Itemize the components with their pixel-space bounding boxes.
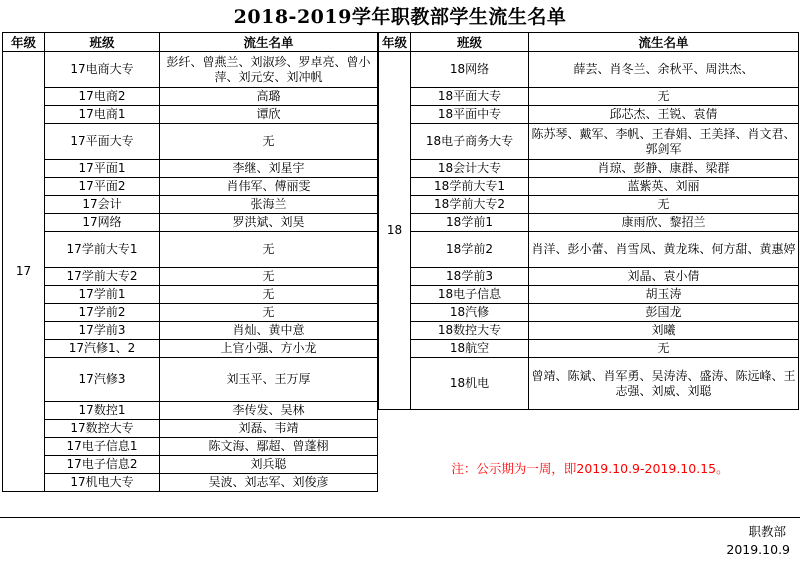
names-cell: 上官小强、方小龙 [160, 340, 378, 358]
table-row [3, 160, 378, 178]
table-row [3, 358, 378, 402]
names-cell: 张海兰 [160, 196, 378, 214]
class-cell: 18机电 [411, 358, 529, 410]
sheet-title: 2018-2019学年职教部学生流生名单 [233, 6, 567, 28]
names-header: 流生名单 [160, 33, 378, 52]
class-cell: 18会计大专 [411, 160, 529, 178]
class-cell: 17电子信息2 [45, 456, 160, 474]
table-row [3, 456, 378, 474]
class-cell: 18数控大专 [411, 322, 529, 340]
grade-header: 年级 [379, 33, 411, 52]
class-cell: 18学前大专2 [411, 196, 529, 214]
class-cell: 18网络 [411, 52, 529, 88]
table-row [3, 286, 378, 304]
table-row [3, 268, 378, 286]
grade-cell: 18 [379, 52, 411, 410]
names-cell: 刘兵聪 [160, 456, 378, 474]
names-cell: 吴波、刘志军、刘俊彦 [160, 474, 378, 492]
class-cell: 17学前2 [45, 304, 160, 322]
class-cell: 17学前1 [45, 286, 160, 304]
class-cell: 17电子信息1 [45, 438, 160, 456]
table-row [379, 340, 799, 358]
table-row [3, 106, 378, 124]
class-cell: 17平面1 [45, 160, 160, 178]
names-cell: 无 [529, 196, 799, 214]
names-cell: 康雨欣、黎招兰 [529, 214, 799, 232]
table-row [3, 304, 378, 322]
names-cell: 刘磊、韦靖 [160, 420, 378, 438]
names-cell: 陈文海、鄢超、曾蓬栩 [160, 438, 378, 456]
table-row [3, 52, 378, 88]
table-row [3, 322, 378, 340]
table-row [379, 52, 799, 88]
class-cell: 17机电大专 [45, 474, 160, 492]
grade-cell: 17 [3, 52, 45, 492]
table-row [379, 178, 799, 196]
table-row [379, 358, 799, 410]
footer-divider [0, 517, 800, 518]
names-cell: 薛芸、肖冬兰、余秋平、周洪杰、 [529, 52, 799, 88]
class-cell: 17会计 [45, 196, 160, 214]
table-row [379, 304, 799, 322]
table-row [3, 232, 378, 268]
names-cell: 肖灿、黄中意 [160, 322, 378, 340]
class-cell: 17汽修3 [45, 358, 160, 402]
class-cell: 18电子信息 [411, 286, 529, 304]
class-cell: 17平面大专 [45, 124, 160, 160]
names-cell: 彭纤、曾燕兰、刘淑珍、罗卓亮、曾小萍、刘元安、刘冲帆 [160, 52, 378, 88]
class-cell: 18平面大专 [411, 88, 529, 106]
class-cell: 17电商1 [45, 106, 160, 124]
class-header: 班级 [411, 33, 529, 52]
names-cell: 刘曦 [529, 322, 799, 340]
names-header: 流生名单 [529, 33, 799, 52]
table-row [3, 178, 378, 196]
class-cell: 18学前大专1 [411, 178, 529, 196]
names-cell: 无 [160, 232, 378, 268]
names-cell: 邱芯杰、王锐、袁倩 [529, 106, 799, 124]
table-row [3, 340, 378, 358]
class-cell: 18学前1 [411, 214, 529, 232]
names-cell: 陈苏琴、戴军、李帆、王春娟、王美择、肖文君、郭剑军 [529, 124, 799, 160]
table-row [3, 196, 378, 214]
table-row [3, 124, 378, 160]
class-cell: 18航空 [411, 340, 529, 358]
class-cell: 18电子商务大专 [411, 124, 529, 160]
table-row [379, 106, 799, 124]
grade-header: 年级 [3, 33, 45, 52]
class-cell: 17电商2 [45, 88, 160, 106]
names-cell: 刘晶、袁小倩 [529, 268, 799, 286]
names-cell: 肖伟军、傅丽雯 [160, 178, 378, 196]
class-cell: 17电商大专 [45, 52, 160, 88]
class-cell: 18学前2 [411, 232, 529, 268]
table-row [379, 88, 799, 106]
table-row [379, 124, 799, 160]
left-roster-table [2, 32, 378, 492]
names-cell: 罗洪斌、刘昊 [160, 214, 378, 232]
class-cell: 18汽修 [411, 304, 529, 322]
names-cell: 彭国龙 [529, 304, 799, 322]
footer-date: 2019.10.9 [726, 542, 790, 557]
table-row [379, 196, 799, 214]
names-cell: 无 [529, 340, 799, 358]
names-cell: 肖洋、彭小蕾、肖雪凤、黄龙珠、何方甜、黄惠婷 [529, 232, 799, 268]
right-roster-table [378, 32, 799, 410]
left-table-body [3, 52, 378, 492]
names-cell: 胡玉涛 [529, 286, 799, 304]
class-cell: 17学前大专2 [45, 268, 160, 286]
names-cell: 无 [160, 304, 378, 322]
names-cell: 蓝紫英、刘丽 [529, 178, 799, 196]
right-table-body [379, 52, 799, 410]
publicity-note: 注：公示期为一周，即2019.10.9-2019.10.15。 [451, 461, 729, 476]
names-cell: 无 [160, 268, 378, 286]
class-cell: 17数控大专 [45, 420, 160, 438]
class-cell: 17数控1 [45, 402, 160, 420]
class-cell: 17学前大专1 [45, 232, 160, 268]
names-cell: 高璐 [160, 88, 378, 106]
names-cell: 无 [160, 124, 378, 160]
table-row [3, 474, 378, 492]
names-cell: 曾靖、陈斌、肖军勇、吴涛涛、盛涛、陈远峰、王志强、刘威、刘聪 [529, 358, 799, 410]
table-row [3, 420, 378, 438]
table-row [3, 438, 378, 456]
footer-department: 职教部 [748, 524, 786, 539]
names-cell: 肖琼、彭静、康群、梁群 [529, 160, 799, 178]
table-row [379, 214, 799, 232]
names-cell: 李继、刘星宇 [160, 160, 378, 178]
right-header-row [379, 33, 799, 52]
class-cell: 18学前3 [411, 268, 529, 286]
table-row [379, 160, 799, 178]
names-cell: 李传发、吴林 [160, 402, 378, 420]
class-cell: 18平面中专 [411, 106, 529, 124]
class-cell: 17平面2 [45, 178, 160, 196]
class-cell: 17汽修1、2 [45, 340, 160, 358]
names-cell: 无 [160, 286, 378, 304]
table-row [379, 232, 799, 268]
names-cell: 无 [529, 88, 799, 106]
class-header: 班级 [45, 33, 160, 52]
table-row [379, 268, 799, 286]
names-cell: 谭欣 [160, 106, 378, 124]
left-header-row [3, 33, 378, 52]
names-cell: 刘玉平、王万厚 [160, 358, 378, 402]
table-row [3, 214, 378, 232]
class-cell: 17网络 [45, 214, 160, 232]
class-cell: 17学前3 [45, 322, 160, 340]
table-row [3, 88, 378, 106]
table-row [379, 286, 799, 304]
table-row [3, 402, 378, 420]
table-row [379, 322, 799, 340]
